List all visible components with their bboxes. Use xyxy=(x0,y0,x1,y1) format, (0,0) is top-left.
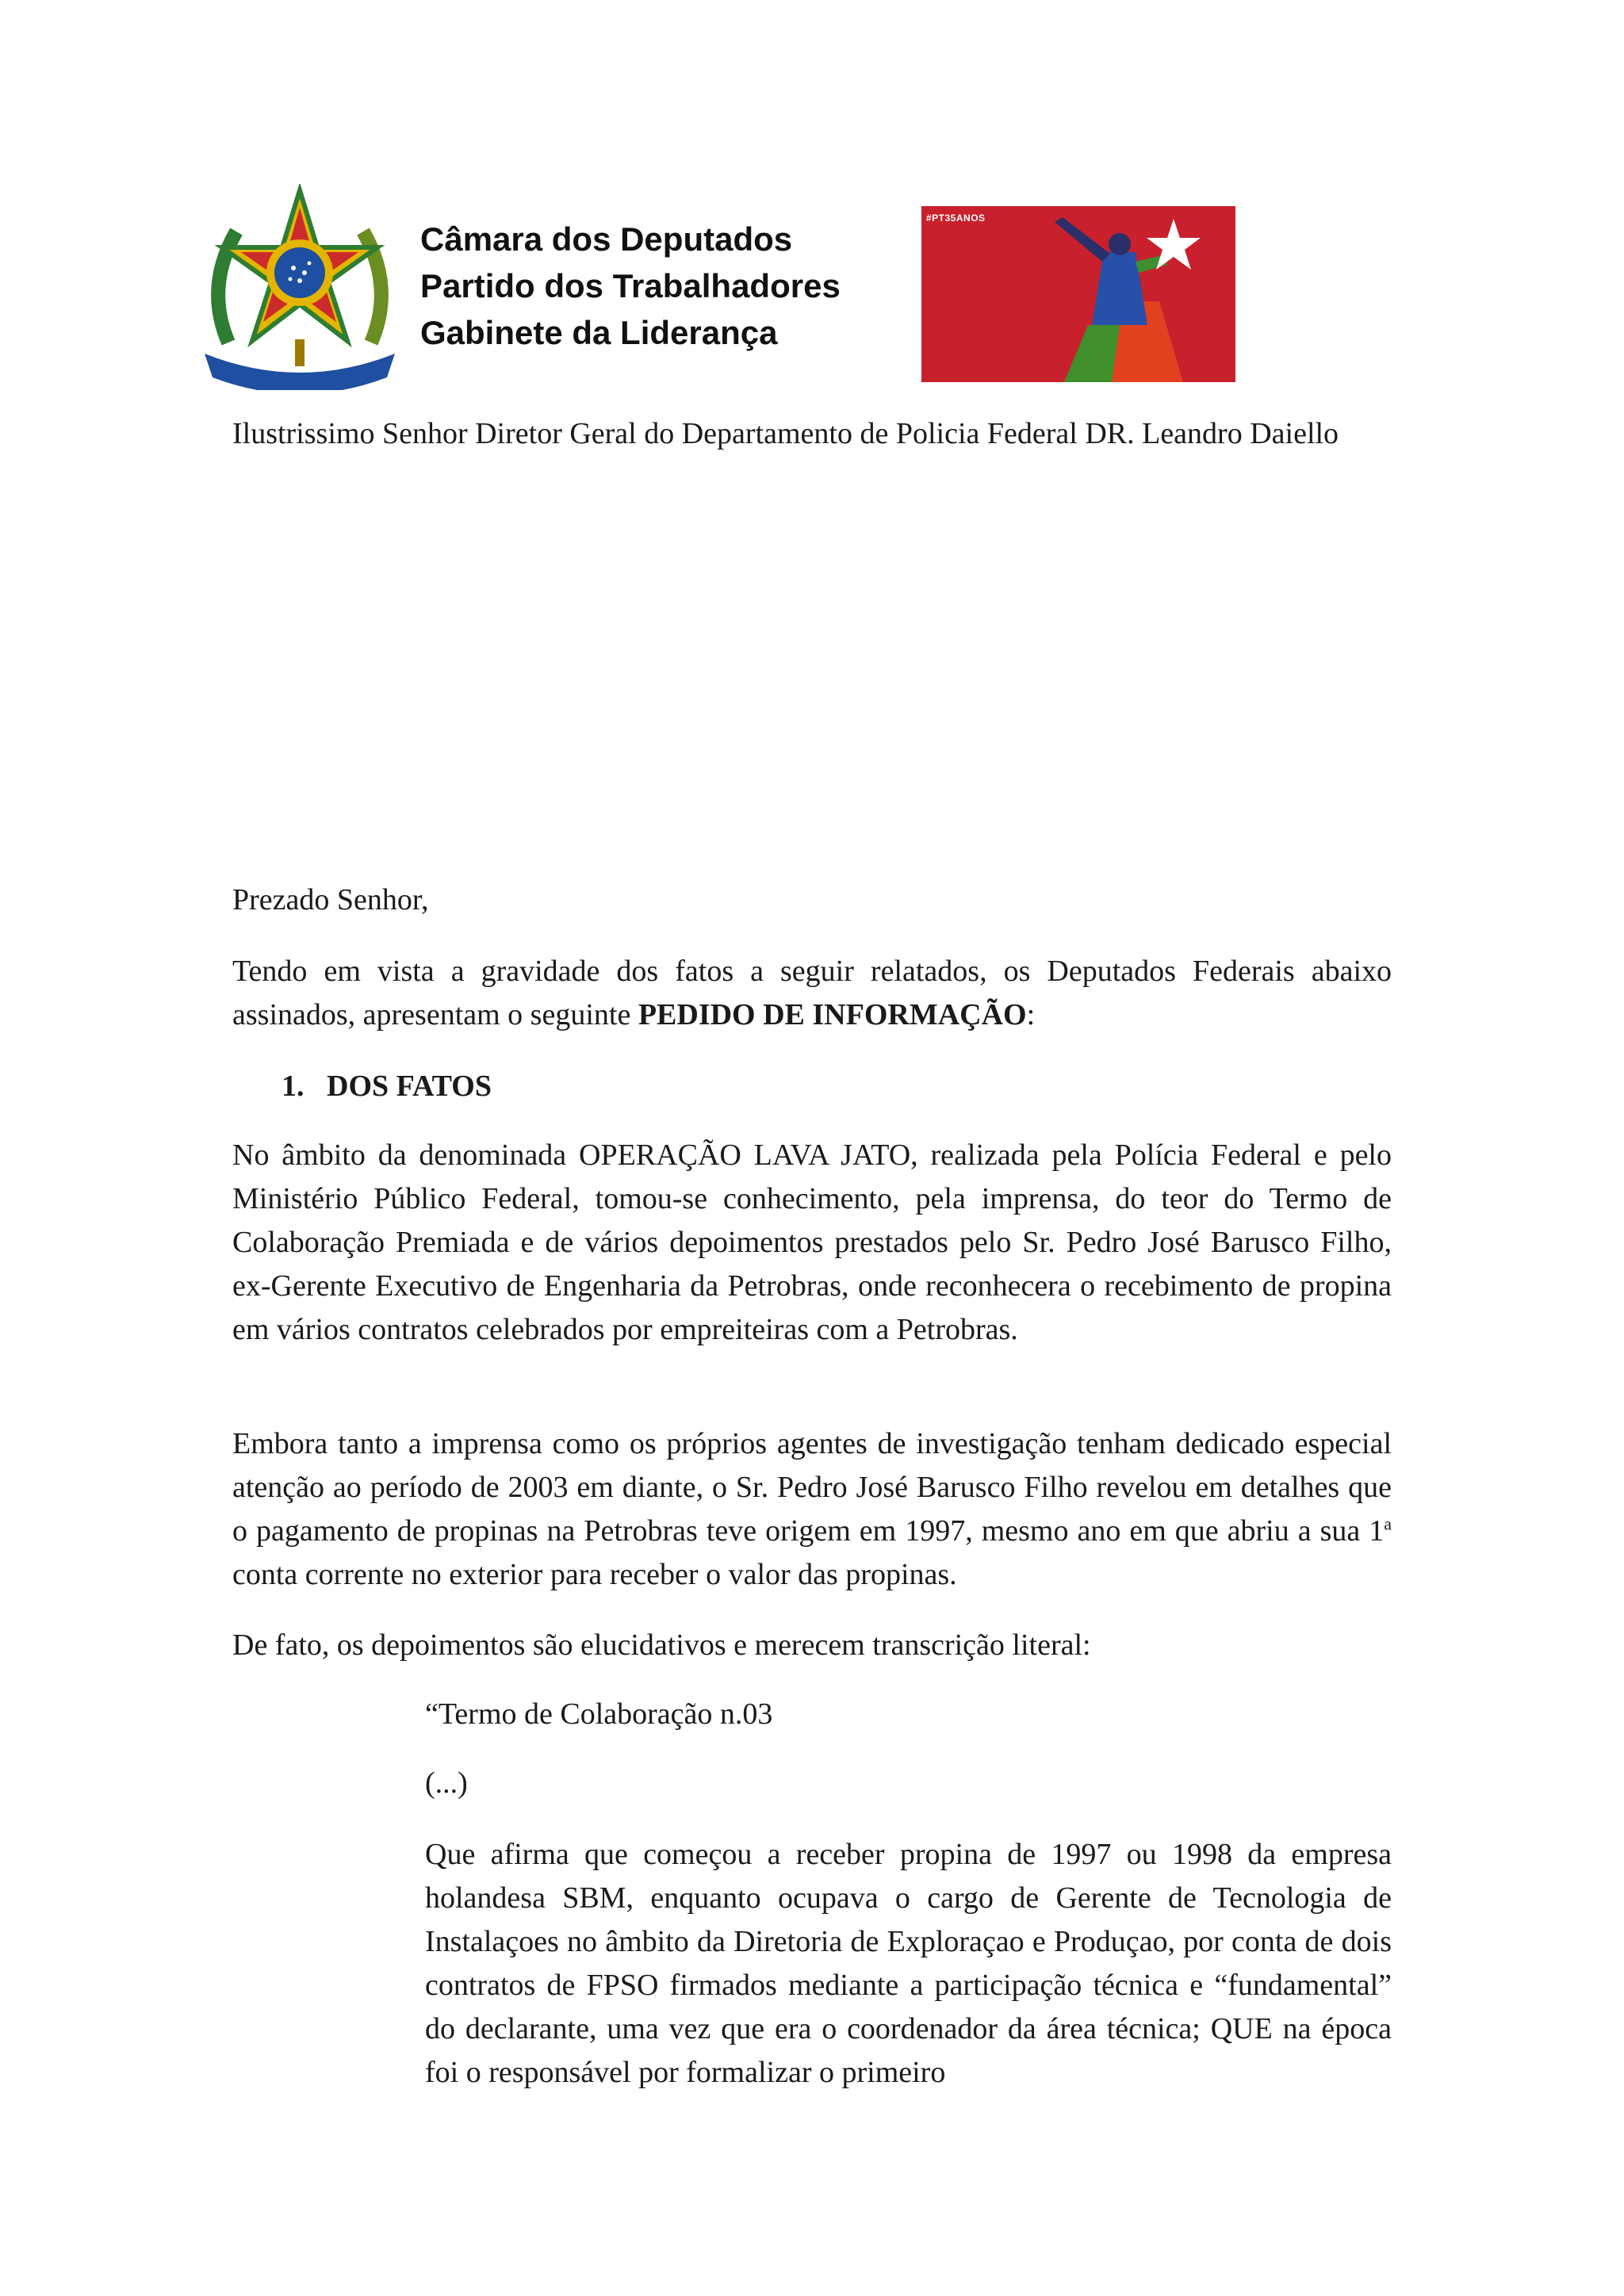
institution-line-chamber: Câmara dos Deputados xyxy=(420,220,793,258)
facts-paragraph-2-end: conta corrente no exterior para receber o valor das propinas. xyxy=(232,1558,957,1591)
section-number: 1. xyxy=(282,1070,304,1103)
quote-text: Que afirma que começou a receber propina de 1997 ou 1998 da empresa holandesa SBM, enquanto ocupava o cargo de Gerente de Tecnologia de Instalaçoes no âmbito da Diretoria de Exploraçao e Produçao, por conta de dois contratos de FPSO firmados mediante a participação técnica e “fundamental” do declarante, uma vez que era o coordenador da área técnica; QUE na época foi o responsável por formalizar o primeiro xyxy=(425,1838,1392,2089)
quote-title: “Termo de Colaboração n.03 xyxy=(425,1697,773,1731)
request-title: PEDIDO DE INFORMAÇÃO xyxy=(638,998,1027,1031)
letterhead xyxy=(197,184,1243,390)
section-title: DOS FATOS xyxy=(327,1070,492,1103)
facts-paragraph-2 xyxy=(232,1422,1392,1597)
salutation: Prezado Senhor, xyxy=(232,883,429,916)
section-heading xyxy=(282,1065,916,1108)
coat-of-arms-icon xyxy=(197,184,403,390)
institution-line-party: Partido dos Trabalhadores xyxy=(420,267,841,304)
institution-name xyxy=(420,216,841,356)
facts-paragraph-1: No âmbito da denominada OPERAÇÃO LAVA JATO, realizada pela Polícia Federal e pelo Ministério Público Federal, tomou-se conhecimento, pela imprensa, do teor do Termo de Colaboração Premiada e de vários depoimentos prestados pelo Sr. Pedro José Barusco Filho, ex-Gerente Executivo de Engenharia da Petrobras, onde reconhecera o recebimento de propina em vários contratos celebrados por empreiteiras com a Petrobras. xyxy=(232,1138,1392,1346)
intro-paragraph xyxy=(232,950,1392,1037)
facts-paragraph-3: De fato, os depoimentos são elucidativos e merecem transcrição literal: xyxy=(232,1628,1091,1662)
pt-35-years-banner xyxy=(921,206,1235,382)
intro-end: : xyxy=(1026,998,1036,1031)
quote-ellipsis: (...) xyxy=(425,1766,468,1800)
institution-line-office: Gabinete da Liderança xyxy=(420,314,778,351)
figure-with-star-icon xyxy=(921,206,1235,382)
addressee: Ilustrissimo Senhor Diretor Geral do Departamento de Policia Federal DR. Leandro Daiello xyxy=(232,417,1339,450)
banner-tag: #PT35ANOS xyxy=(926,212,986,224)
facts-paragraph-2-text: Embora tanto a imprensa como os próprios agentes de investigação tenham dedicado especial atenção ao período de 2003 em diante, o Sr. Pedro José Barusco Filho revelou em detalhes que o pagamento de propinas na Petrobras teve origem em 1997, mesmo ano em que abriu a sua 1 xyxy=(232,1427,1392,1548)
ordinal-superscript: a xyxy=(1384,1513,1392,1534)
intro-text: Tendo em vista a gravidade dos fatos a seguir relatados, os Deputados Federais abaixo assinados, apresentam o seguinte xyxy=(232,955,1392,1031)
